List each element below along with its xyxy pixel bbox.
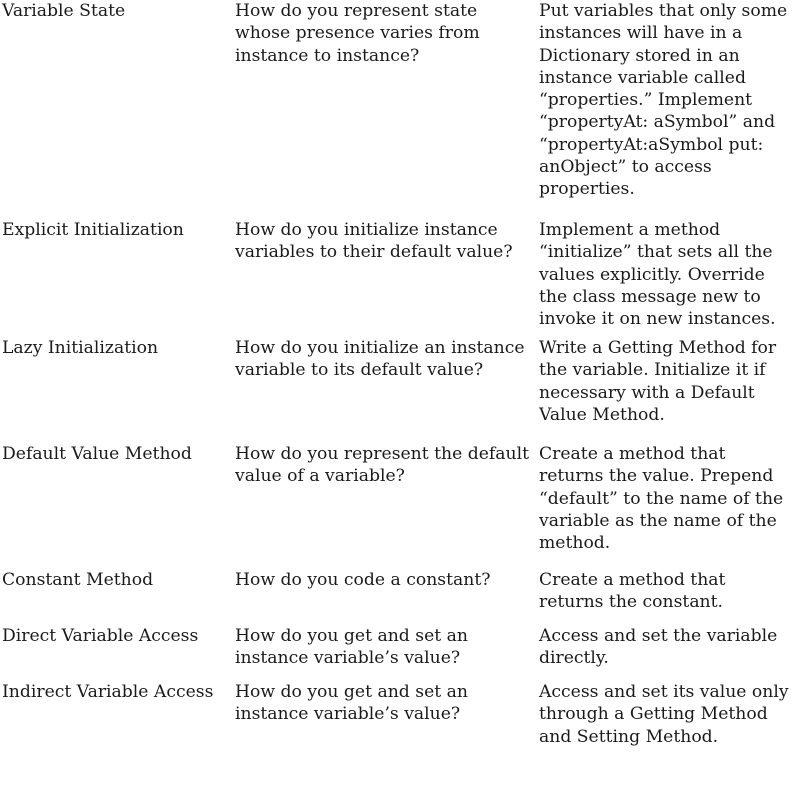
table-row (0, 569, 794, 625)
pattern-name: Indirect Variable Access (2, 682, 214, 702)
pattern-answer: Implement a method “initialize” that sets all the values explicitly. Override the class message new to invoke it on new instances. (539, 220, 776, 330)
pattern-answer: Write a Getting Method for the variable. Initialize it if necessary with a Default Value Method. (539, 338, 777, 425)
table-row (0, 625, 794, 681)
pattern-name: Variable State (2, 1, 126, 21)
table-row (0, 681, 794, 791)
pattern-name: Default Value Method (2, 444, 192, 464)
table-row (0, 443, 794, 569)
pattern-name: Constant Method (2, 570, 154, 590)
pattern-name: Explicit Initialization (2, 220, 184, 240)
pattern-question: How do you initialize an instance variable to its default value? (235, 338, 525, 381)
pattern-question: How do you get and set an instance variable’s value? (235, 682, 468, 725)
table-row (0, 219, 794, 337)
pattern-question: How do you represent state whose presence varies from instance to instance? (235, 1, 480, 66)
pattern-answer: Access and set the variable directly. (539, 626, 778, 669)
pattern-answer: Create a method that returns the constant. (539, 570, 726, 613)
pattern-answer: Put variables that only some instances will have in a Dictionary stored in an instance variable called “properties.” Implement “propertyAt: aSymbol” and “propertyAt:aSymbol put: anObject” to access properties. (539, 1, 788, 200)
table-row (0, 337, 794, 443)
pattern-question: How do you code a constant? (235, 570, 491, 590)
pattern-question: How do you get and set an instance variable’s value? (235, 626, 468, 669)
pattern-answer: Access and set its value only through a Getting Method and Setting Method. (539, 682, 789, 747)
pattern-name: Lazy Initialization (2, 338, 159, 358)
pattern-answer: Create a method that returns the value. Prepend “default” to the name of the variable as the name of the method. (539, 444, 784, 554)
pattern-question: How do you represent the default value of a variable? (235, 444, 529, 487)
pattern-name: Direct Variable Access (2, 626, 199, 646)
pattern-question: How do you initialize instance variables to their default value? (235, 220, 513, 263)
table-row (0, 0, 794, 219)
